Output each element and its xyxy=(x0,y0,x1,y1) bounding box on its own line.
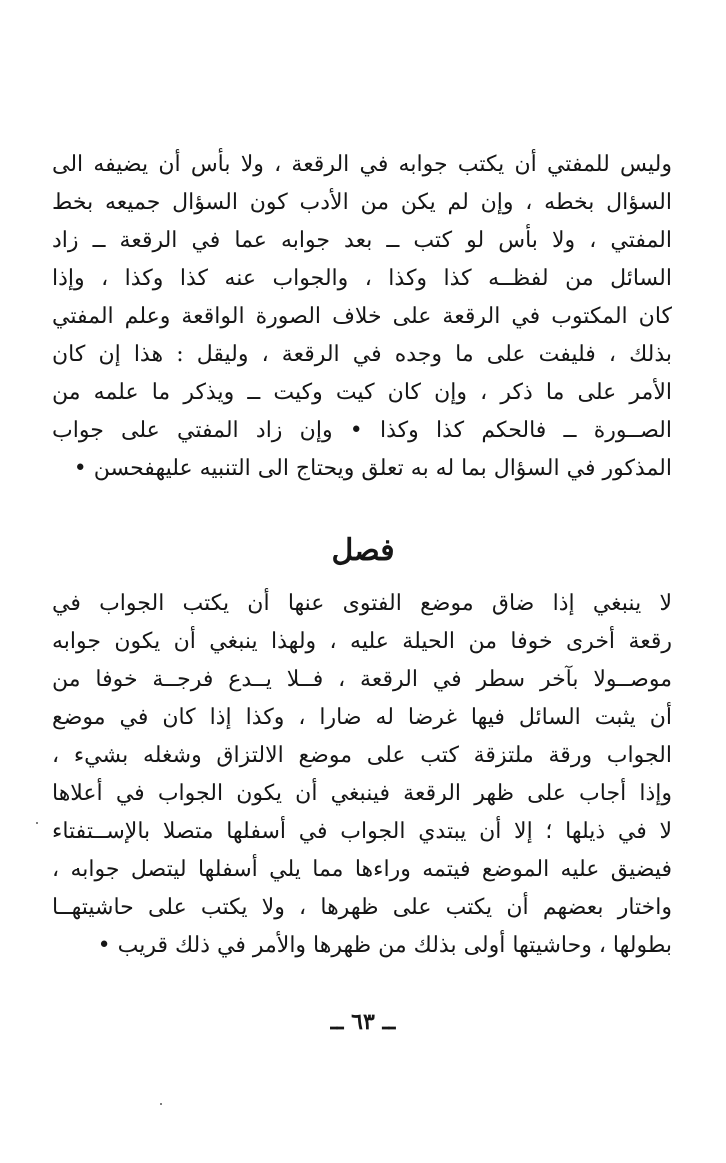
text-line: بذلك ، فليفت على ما وجده في الرقعة ، وليقل : هذا إن كان xyxy=(52,342,672,367)
text-line: فيضيق عليه الموضع فيتمه وراءها مما يلي أسفلها ليتصل جوابه ، xyxy=(52,857,672,882)
page-number: ــ ٦٣ ــ xyxy=(330,1009,396,1035)
text-line: أن يثبت السائل فيها غرضا له ضارا ، وكذا إذا كان في موضع xyxy=(52,705,672,730)
text-line: لا في ذيلها ؛ إلا أن يبتدي الجواب في أسفلها متصلا بالإســتفتاء xyxy=(52,819,672,844)
paper-speck xyxy=(160,1103,162,1105)
text-line: بطولها ، وحاشيتها أولى بذلك من ظهرها والأمر في ذلك قريب • xyxy=(97,933,672,958)
text-line: رقعة أخرى خوفا من الحيلة عليه ، ولهذا ينبغي أن يكون جوابه xyxy=(52,629,672,654)
text-line: واختار بعضهم أن يكتب على ظهرها ، ولا يكتب على حاشيتهــا xyxy=(52,895,672,920)
text-line: المفتي ، ولا بأس لو كتب ــ بعد جوابه عما في الرقعة ــ زاد xyxy=(52,228,672,253)
text-line: كان المكتوب في الرقعة على خلاف الصورة الواقعة وعلم المفتي xyxy=(52,304,672,329)
text-line: الجواب ورقة ملتزقة كتب على موضع الالتزاق وشغله بشيء ، xyxy=(52,743,672,768)
paper-speck xyxy=(36,822,38,824)
paragraph-2 xyxy=(52,585,672,965)
section-heading: فصل xyxy=(331,533,395,568)
text-line: المذكور في السؤال بما له به تعلق ويحتاج الى التنبيه عليهفحسن • xyxy=(73,456,672,481)
paragraph-1 xyxy=(52,146,672,488)
text-line: وإذا أجاب على ظهر الرقعة فينبغي أن يكون الجواب في أعلاها xyxy=(52,781,672,806)
text-line: السائل من لفظــه كذا وكذا ، والجواب عنه كذا وكذا ، وإذا xyxy=(52,266,672,291)
text-line: وليس للمفتي أن يكتب جوابه في الرقعة ، ولا بأس أن يضيفه الى xyxy=(52,152,672,177)
text-line: الأمر على ما ذكر ، وإن كان كيت وكيت ــ ويذكر ما علمه من xyxy=(52,380,672,405)
text-line: موصــولا بآخر سطر في الرقعة ، فــلا يــدع فرجــة خوفا من xyxy=(52,667,672,692)
text-line: لا ينبغي إذا ضاق موضع الفتوى عنها أن يكتب الجواب في xyxy=(52,591,672,616)
text-line: السؤال بخطه ، وإن لم يكن من الأدب كون السؤال جميعه بخط xyxy=(52,190,672,215)
text-line: الصــورة ــ فالحكم كذا وكذا • وإن زاد المفتي على جواب xyxy=(52,418,672,443)
